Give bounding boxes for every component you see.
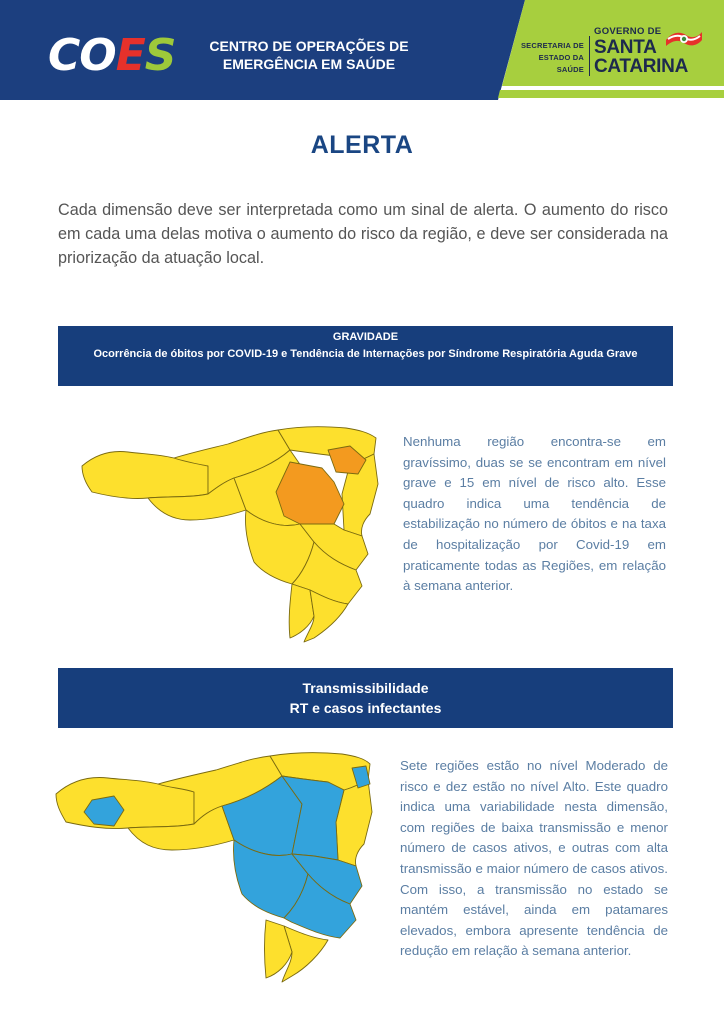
logo-part-s: S xyxy=(144,30,176,81)
gravidade-description: Nenhuma região encontra-se em gravíssimo, duas se se encontram em nível grave e 15 em nível de risco alto. Esse quadro indica uma tendência de estabilização no número de óbitos e na taxa de hospitalização por Covid-19 em praticamente todas as Regiões, em relação à semana anterior. xyxy=(403,434,666,594)
transmissibilidade-heading: Transmissibilidade xyxy=(302,680,429,696)
center-name-line2: EMERGÊNCIA EM SAÚDE xyxy=(222,56,396,72)
gravidade-map xyxy=(78,424,383,651)
state-name-line2: CATARINA xyxy=(594,56,688,77)
center-name xyxy=(194,37,424,73)
state-flag-icon xyxy=(664,28,704,50)
transmissibilidade-description: Sete regiões estão no nível Moderado de risco e dez estão no nível Alto. Este quadro indica uma variabilidade nesta dimensão, com regiões de baixa transmissão e menor número de casos ativos, e outras com alta transmissão e maior número de casos ativos. Com isso, a transmissão no estado se mantém estável, ainda em patamares elevados, embora apresente tendência de redução em relação à semana anterior. xyxy=(400,758,668,959)
intro-paragraph: Cada dimensão deve ser interpretada como um sinal de alerta. O aumento do risco em cada uma delas motiva o aumento do risco da região, e deve ser considerada na priorização da atuação local. xyxy=(58,201,668,267)
coes-logo xyxy=(48,30,175,82)
logo-part-co: CO xyxy=(48,30,116,81)
transmissibilidade-map xyxy=(52,748,378,993)
map-region-grave xyxy=(276,462,344,524)
page-header xyxy=(0,0,724,104)
header-lime-stripe xyxy=(498,90,724,98)
gravidade-subheading: Ocorrência de óbitos por COVID-19 e Tendência de Internações por Síndrome Respiratória Aguda Grave xyxy=(93,348,638,360)
state-name-line1: SANTA xyxy=(594,37,657,58)
transmissibilidade-subheading: RT e casos infectantes xyxy=(289,700,442,716)
gravidade-heading: GRAVIDADE xyxy=(332,331,399,343)
secretaria-line3: SAÚDE xyxy=(556,65,584,74)
transmissibilidade-map-svg xyxy=(52,748,378,988)
governo-label: GOVERNO DE xyxy=(594,26,662,37)
header-divider xyxy=(589,36,590,76)
gravidade-banner xyxy=(58,326,673,386)
page-title: ALERTA xyxy=(310,131,414,159)
secretaria-line1: SECRETARIA DE xyxy=(520,41,584,50)
logo-part-e: E xyxy=(115,30,145,81)
gravidade-map-svg xyxy=(78,424,383,646)
center-name-line1: CENTRO DE OPERAÇÕES DE xyxy=(209,38,409,54)
secretaria-label xyxy=(518,40,584,76)
secretaria-line2: ESTADO DA xyxy=(538,53,584,62)
transmissibilidade-banner xyxy=(58,668,673,728)
